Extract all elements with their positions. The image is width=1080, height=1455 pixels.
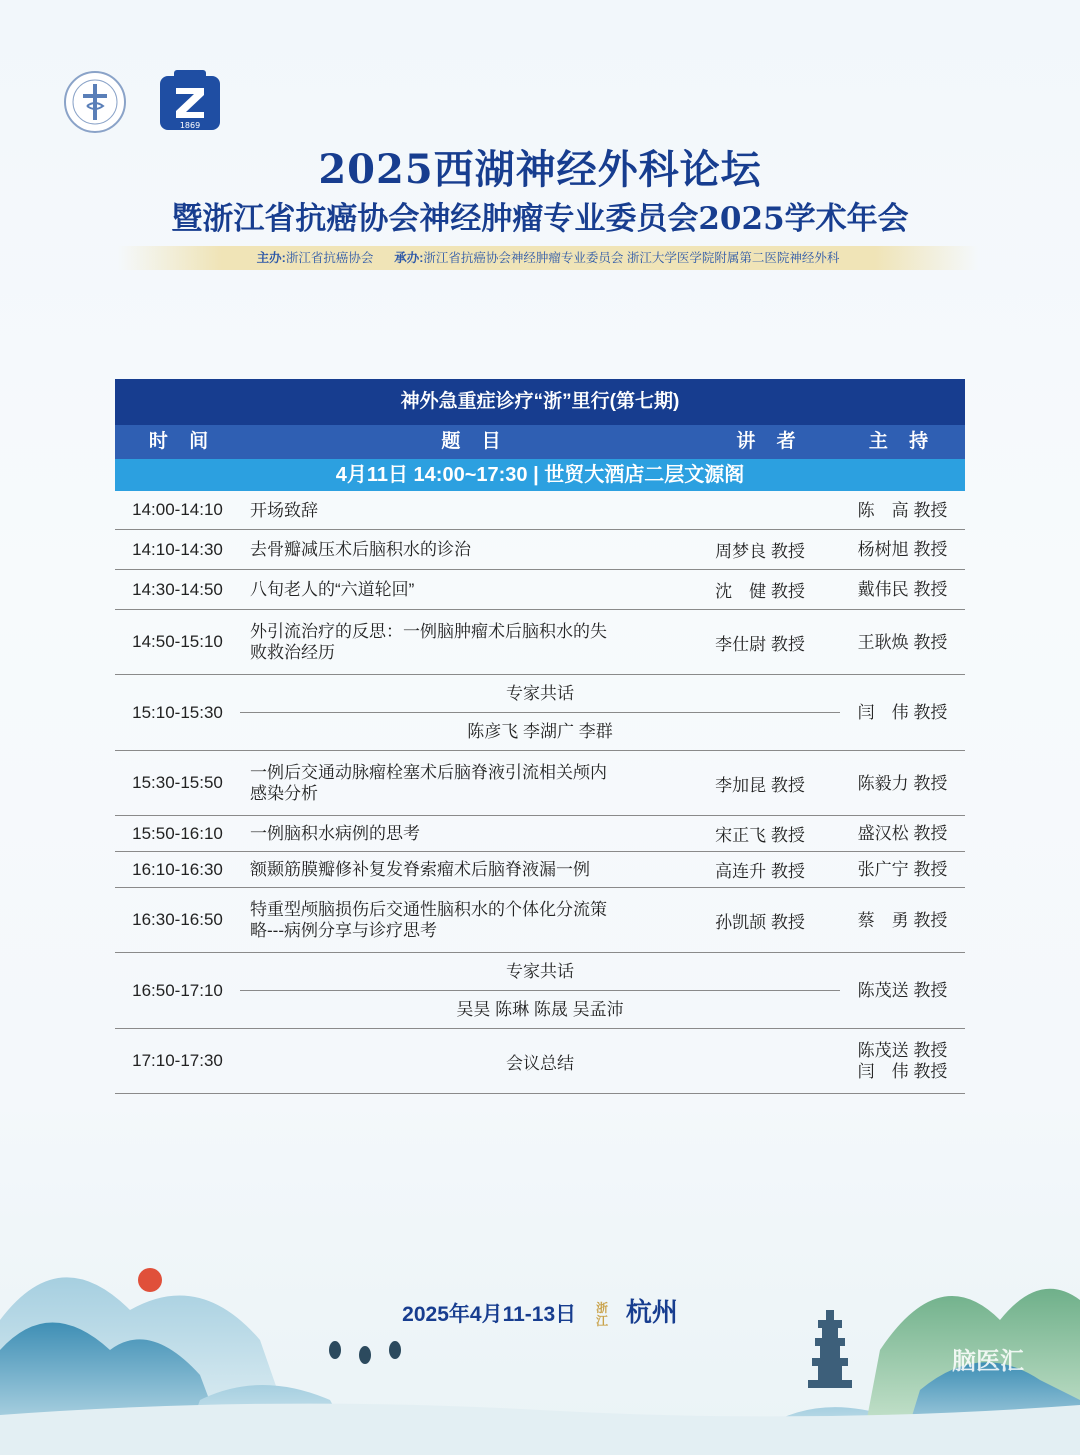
row-time: 17:10-17:30 xyxy=(132,1051,223,1070)
table-row xyxy=(115,610,965,675)
table-row xyxy=(115,751,965,816)
date-venue-bar: 4月11日 14:00~17:30 | 世贸大酒店二层文源阁 xyxy=(115,459,965,491)
column-headers xyxy=(115,425,965,459)
host-label: 主办: xyxy=(256,251,286,265)
svg-text:1869: 1869 xyxy=(179,121,201,130)
row-topic: 八旬老人的“六道轮回” xyxy=(250,580,415,599)
row-speaker: 高连升 教授 xyxy=(715,862,805,881)
row-host: 张广宁 教授 xyxy=(857,860,948,879)
organizer-label: 承办: xyxy=(394,251,424,265)
row-host: 蔡 勇 教授 xyxy=(857,910,948,930)
row-host: 陈毅力 教授 xyxy=(857,773,948,793)
row-host: 陈 高 教授 xyxy=(857,500,948,520)
schedule-title: 神外急重症诊疗“浙”里行(第七期) xyxy=(115,379,965,425)
event-date xyxy=(0,1292,1080,1329)
table-row xyxy=(115,530,965,570)
table-row-panel xyxy=(115,953,965,1029)
row-time: 14:50-15:10 xyxy=(132,632,223,651)
table-row xyxy=(115,491,965,530)
row-host: 闫 伟 教授 xyxy=(857,703,948,722)
association-logo xyxy=(63,70,127,134)
table-row-panel xyxy=(115,675,965,751)
row-speaker: 李加昆 教授 xyxy=(715,775,805,795)
row-host: 戴伟民 教授 xyxy=(857,580,948,599)
table-row xyxy=(115,888,965,953)
row-time: 16:50-17:10 xyxy=(132,980,223,1000)
panel-title: 专家共话 xyxy=(240,675,840,713)
row-time: 15:30-15:50 xyxy=(132,773,223,792)
host-line: 闫 伟 教授 xyxy=(857,1062,948,1081)
row-time: 15:50-16:10 xyxy=(132,823,223,843)
row-speaker: 沈 健 教授 xyxy=(715,582,805,601)
hospital-logo xyxy=(158,68,222,132)
row-speaker: 周梦良 教授 xyxy=(715,542,805,561)
host-value: 浙江省抗癌协会 xyxy=(285,251,374,265)
stone-lanterns-icon xyxy=(329,1341,401,1364)
panel-cell xyxy=(240,675,840,750)
page-title: 2025西湖神经外科论坛 xyxy=(318,146,762,193)
col-host: 主 持 xyxy=(868,431,937,452)
row-host: 盛汉松 教授 xyxy=(857,824,948,843)
panel-members: 陈彦飞 李湖广 李群 xyxy=(467,722,613,741)
row-topic: 一例后交通动脉瘤栓塞术后脑脊液引流相关颅内感染分析 xyxy=(250,763,607,803)
page-subtitle: 暨浙江省抗癌协会神经肿瘤专业委员会2025学术年会 xyxy=(171,201,909,237)
col-topic: 题 目 xyxy=(441,431,509,452)
row-host xyxy=(840,1040,965,1082)
panel-cell xyxy=(240,953,840,1028)
row-speaker: 孙凯颉 教授 xyxy=(715,912,805,932)
event-date-text: 2025年4月11-13日 xyxy=(402,1303,577,1326)
row-topic: 去骨瓣减压术后脑积水的诊治 xyxy=(250,540,471,559)
schedule-table xyxy=(115,379,965,1094)
host-line: 陈茂送 教授 xyxy=(857,1041,948,1060)
row-host: 杨树旭 教授 xyxy=(857,540,948,559)
row-speaker: 宋正飞 教授 xyxy=(715,826,805,845)
row-topic: 开场致辞 xyxy=(250,500,318,520)
watermark: 脑医汇 xyxy=(952,1348,1024,1375)
organizer-band xyxy=(118,246,978,270)
row-speaker: 李仕尉 教授 xyxy=(715,634,805,654)
row-time: 15:10-15:30 xyxy=(132,702,223,722)
col-time: 时 间 xyxy=(148,431,217,452)
row-time: 14:00-14:10 xyxy=(132,500,223,519)
organizer-value: 浙江省抗癌协会神经肿瘤专业委员会 浙江大学医学院附属第二医院神经外科 xyxy=(423,251,840,265)
panel-title: 专家共话 xyxy=(240,953,840,991)
table-row xyxy=(115,816,965,852)
row-topic: 额颞筋膜瓣修补复发脊索瘤术后脑脊液漏一例 xyxy=(250,860,590,879)
event-city: 杭州 xyxy=(625,1298,678,1328)
row-time: 16:30-16:50 xyxy=(132,910,223,929)
row-host: 陈茂送 教授 xyxy=(857,981,948,1000)
table-row-summary xyxy=(115,1029,965,1094)
table-row xyxy=(115,570,965,610)
panel-members: 吴昊 陈琳 陈晟 吴孟沛 xyxy=(456,1000,624,1019)
zhejiang-seal: 浙江 xyxy=(595,1301,608,1329)
row-host: 王耿焕 教授 xyxy=(857,632,948,652)
col-speaker: 讲 者 xyxy=(736,431,804,452)
row-topic: 一例脑积水病例的思考 xyxy=(250,824,420,843)
table-row xyxy=(115,852,965,888)
row-topic: 特重型颅脑损伤后交通性脑积水的个体化分流策略---病例分享与诊疗思考 xyxy=(250,900,607,940)
row-time: 14:30-14:50 xyxy=(132,579,223,599)
row-time: 16:10-16:30 xyxy=(132,859,223,879)
row-topic: 外引流治疗的反思：一例脑肿瘤术后脑积水的失败救治经历 xyxy=(250,622,607,662)
row-time: 14:10-14:30 xyxy=(132,539,223,559)
summary-cell: 会议总结 xyxy=(506,1053,574,1073)
sun-icon xyxy=(138,1268,162,1292)
